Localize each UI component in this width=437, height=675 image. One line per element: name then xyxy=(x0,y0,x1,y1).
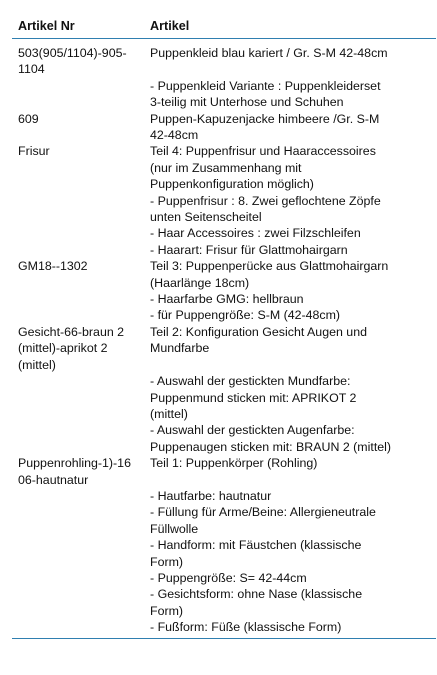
description-line: Form) xyxy=(150,603,184,618)
description-line: Puppenmund sticken mit: APRIKOT 2 xyxy=(150,390,357,405)
article-number-cell: Gesicht-66-braun 2 (mittel)-aprikot 2 (mittel) xyxy=(18,324,125,372)
description-line: (Haarlänge 18cm) xyxy=(150,275,250,290)
description-line: Teil 4: Puppenfrisur und Haaraccessoires xyxy=(150,144,376,159)
description-line: Mundfarbe xyxy=(150,341,210,356)
description-line: Teil 3: Puppenperücke aus Glattmohairgarn xyxy=(150,259,389,274)
article-table xyxy=(12,18,436,639)
description-line: Puppenkleid blau kariert / Gr. S-M 42-48cm xyxy=(150,46,388,60)
description-line: - Gesichtsform: ohne Nase (klassische xyxy=(150,587,363,602)
article-number-cell: 503(905/1104)-905- 1104 xyxy=(18,46,127,77)
table-row xyxy=(12,258,436,324)
article-description-cell xyxy=(147,258,436,324)
table-row xyxy=(12,143,436,258)
description-line: - Auswahl der gestickten Augenfarbe: xyxy=(150,423,355,438)
blank-line xyxy=(150,357,436,373)
article-number-cell: Frisur xyxy=(18,144,50,159)
description-line: 42-48cm xyxy=(150,128,199,143)
description-line: (mittel) xyxy=(150,406,188,421)
description-line: Teil 1: Puppenkörper (Rohling) xyxy=(150,456,318,471)
description-line: Puppenkonfiguration möglich) xyxy=(150,177,314,192)
description-line: - Haarart: Frisur für Glattmohairgarn xyxy=(150,242,348,257)
article-description-cell xyxy=(147,455,436,635)
header-article-number: Artikel Nr xyxy=(18,19,75,33)
description-line: - Haar Accessoires : zwei Filzschleifen xyxy=(150,226,361,241)
table-bottom-rule xyxy=(12,638,436,639)
description-line: - Handform: mit Fäustchen (klassische xyxy=(150,538,362,553)
description-line: - Puppenkleid Variante : Puppenkleiderset xyxy=(150,78,381,93)
table-row xyxy=(12,111,436,144)
article-description-cell xyxy=(147,111,436,144)
article-number-cell: GM18--1302 xyxy=(18,259,88,274)
description-line: - Hautfarbe: hautnatur xyxy=(150,488,272,503)
table-row xyxy=(12,324,436,455)
description-line: 3-teilig mit Unterhose und Schuhen xyxy=(150,95,344,110)
description-line: - für Puppengröße: S-M (42-48cm) xyxy=(150,308,341,323)
description-line: Teil 2: Konfiguration Gesicht Augen und xyxy=(150,324,367,339)
description-line: Puppenaugen sticken mit: BRAUN 2 (mittel) xyxy=(150,439,392,454)
description-line: - Haarfarbe GMG: hellbraun xyxy=(150,292,304,307)
table-row xyxy=(12,45,436,111)
header-article: Artikel xyxy=(150,19,190,33)
table-row xyxy=(12,455,436,635)
blank-line xyxy=(150,472,436,488)
description-line: Form) xyxy=(150,554,184,569)
description-line: - Puppengröße: S= 42-44cm xyxy=(150,570,307,585)
description-line: (nur im Zusammenhang mit xyxy=(150,160,302,175)
table-body xyxy=(12,39,436,636)
blank-line xyxy=(150,61,436,77)
description-line: Füllwolle xyxy=(150,521,199,536)
article-description-cell xyxy=(147,143,436,258)
description-line: unten Seitenscheitel xyxy=(150,210,262,225)
article-number-cell: 609 xyxy=(18,111,39,126)
article-description-cell xyxy=(147,45,436,111)
description-line: - Puppenfrisur : 8. Zwei geflochtene Zöpfe xyxy=(150,193,381,208)
article-description-cell xyxy=(147,324,436,455)
table-header xyxy=(12,18,436,39)
description-line: Puppen-Kapuzenjacke himbeere /Gr. S-M xyxy=(150,111,380,126)
description-line: - Füllung für Arme/Beine: Allergieneutrale xyxy=(150,505,376,520)
article-number-cell: Puppenrohling-1)-16 06-hautnatur xyxy=(18,456,131,487)
description-line: - Auswahl der gestickten Mundfarbe: xyxy=(150,374,351,389)
description-line: - Fußform: Füße (klassische Form) xyxy=(150,620,342,635)
